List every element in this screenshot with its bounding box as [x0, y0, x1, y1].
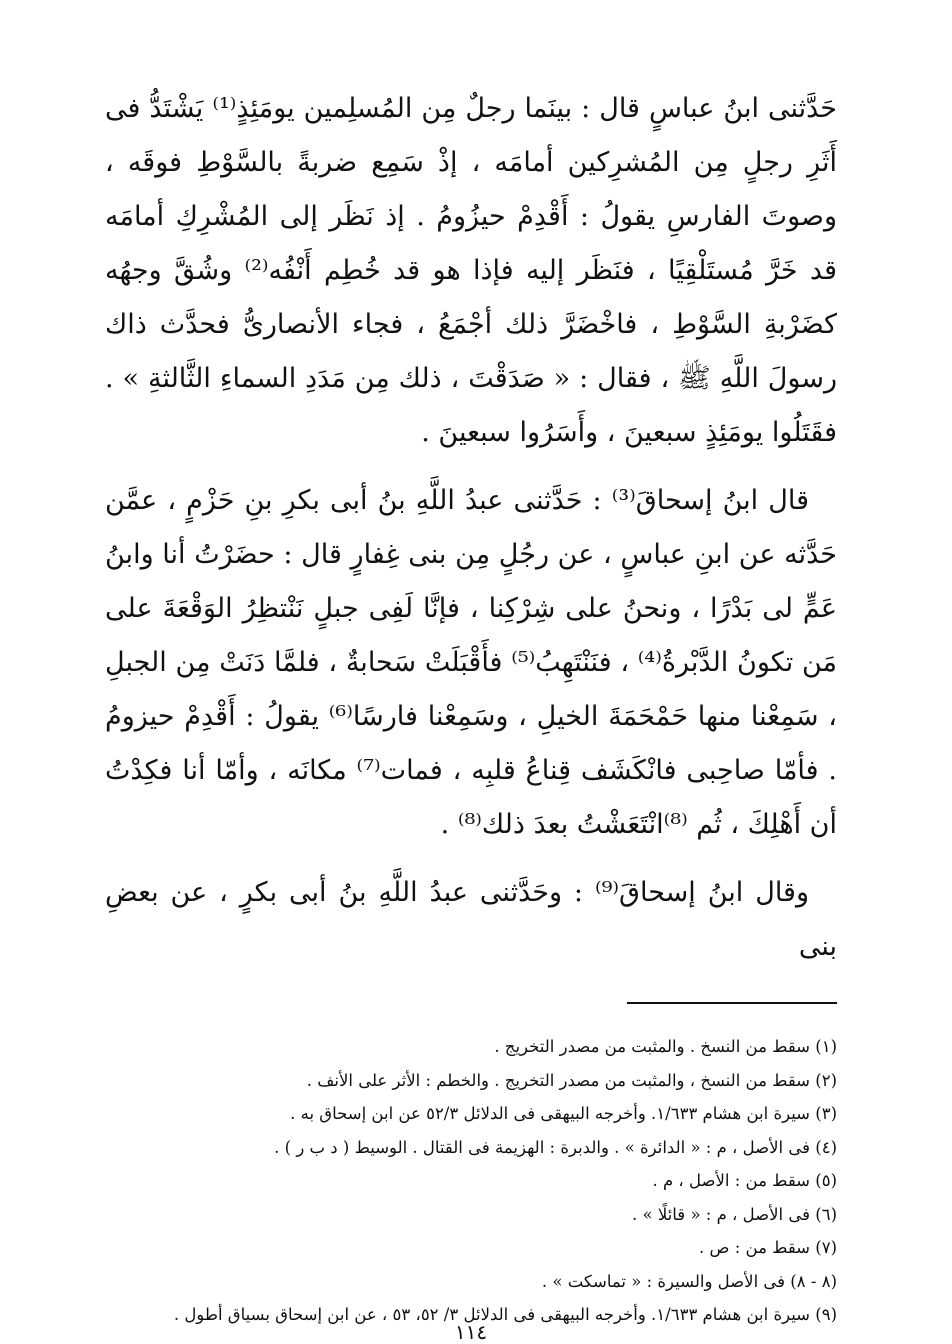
paragraph-3: وقال ابنُ إسحاقَ⁽⁹⁾ : وحَدَّثنى عبدُ اللَّهِ بنُ أبى بكرٍ ، عن بعضِ بنى: [105, 877, 837, 962]
footnote-8: (٨ - ٨) فى الأصل والسيرة : « تماسكت » .: [541, 1271, 837, 1291]
main-text: [105, 82, 837, 974]
book-page: [105, 82, 838, 1344]
footnote-9: (٩) سيرة ابن هشام ١/٦٣٣. وأخرجه البيهقى فى الدلائل ٣/ ٥٢، ٥٣ ، عن ابن إسحاق بسياق أطول .: [173, 1305, 837, 1324]
footnotes: [105, 1030, 837, 1332]
paragraph-2: قال ابنُ إسحاقَ⁽³⁾ : حَدَّثنى عبدُ اللَّهِ بنُ أبى بكرِ بنِ حَزْمٍ ، عمَّن حَدَّثه عن ابنِ عباسٍ ، عن رجُلٍ مِن بنى غِفارٍ قال : حضَرْتُ أنا وابنُ عَمٍّ لى بَدْرًا ، ونحنُ على شِرْكِنا ، فإنَّا لَفِى جبلٍ نَنْتظِرُ الوَقْعَةَ على مَن تكونُ الدَّبْرةُ⁽⁴⁾ ، فنَنْتَهِبُ⁽⁵⁾ فأَقْبَلَتْ سَحابةٌ ، فلمَّا دَنَتْ مِن الجبلِ ، سَمِعْنا منها حَمْحَمَةَ الخيلِ ، وسَمِعْنا فارسًا⁽⁶⁾ يقولُ : أَقْدِمْ حيزومُ . فأمّا صاحِبى فانْكَشَف قِناعُ قلبِه ، فمات⁽⁷⁾ مكانَه ، وأمّا أنا فكِدْتُ أن أَهْلِكَ ، ثُم ⁽⁸⁾انْتَعَشْتُ بعدَ ذلك⁽⁸⁾ .: [105, 485, 838, 840]
footnote-1: (١) سقط من النسخ . والمثبت من مصدر التخريج .: [494, 1037, 837, 1056]
footnote-7: (٧) سقط من : ص .: [699, 1238, 837, 1257]
footnote-separator-wrap: [105, 974, 837, 1030]
paragraph-1: حَدَّثنى ابنُ عباسٍ قال : بينَما رجلٌ مِن المُسلِمين يومَئِذٍ⁽¹⁾ يَشْتَدُّ فى أَثَرِ رجلٍ مِن المُشرِكين أمامَه ، إذْ سَمِع ضربةً بالسَّوْطِ فوقَه ، وصوتَ الفارسِ يقولُ : أَقْدِمْ حيزُومُ . إذ نَظَر إلى المُشْرِكِ أمامَه قد خَرَّ مُستَلْقِيًا ، فنَظَر إليه فإذا هو قد خُطِم أَنْفُه⁽²⁾ وشُقَّ وجهُه كضَرْبةِ السَّوْطِ ، فاخْضَرَّ ذلك أجْمَعُ ، فجاء الأنصارىُّ فحدَّث ذاك رسولَ اللَّهِ ﷺ ، فقال : « صَدَقْتَ ، ذلك مِن مَدَدِ السماءِ الثَّالثةِ » . فقَتَلُوا يومَئِذٍ سبعينَ ، وأَسَرُوا سبعينَ .: [105, 93, 837, 448]
footnote-3: (٣) سيرة ابن هشام ١/٦٣٣. وأخرجه البيهقى فى الدلائل ٥٢/٣ عن ابن إسحاق به .: [290, 1104, 837, 1123]
footnote-5: (٥) سقط من : الأصل ، م .: [652, 1171, 837, 1190]
page-number: ١١٤: [454, 1320, 488, 1344]
footnote-6: (٦) فى الأصل ، م : « قائلًا » .: [632, 1204, 837, 1224]
footnote-4: (٤) فى الأصل ، م : « الدائرة » . والدبرة : الهزيمة فى القتال . الوسيط ( د ب ر ) .: [274, 1137, 837, 1157]
footnote-2: (٢) سقط من النسخ ، والمثبت من مصدر التخريج . والخطم : الأثر على الأنف .: [306, 1070, 837, 1090]
footnote-separator: [627, 1002, 837, 1004]
